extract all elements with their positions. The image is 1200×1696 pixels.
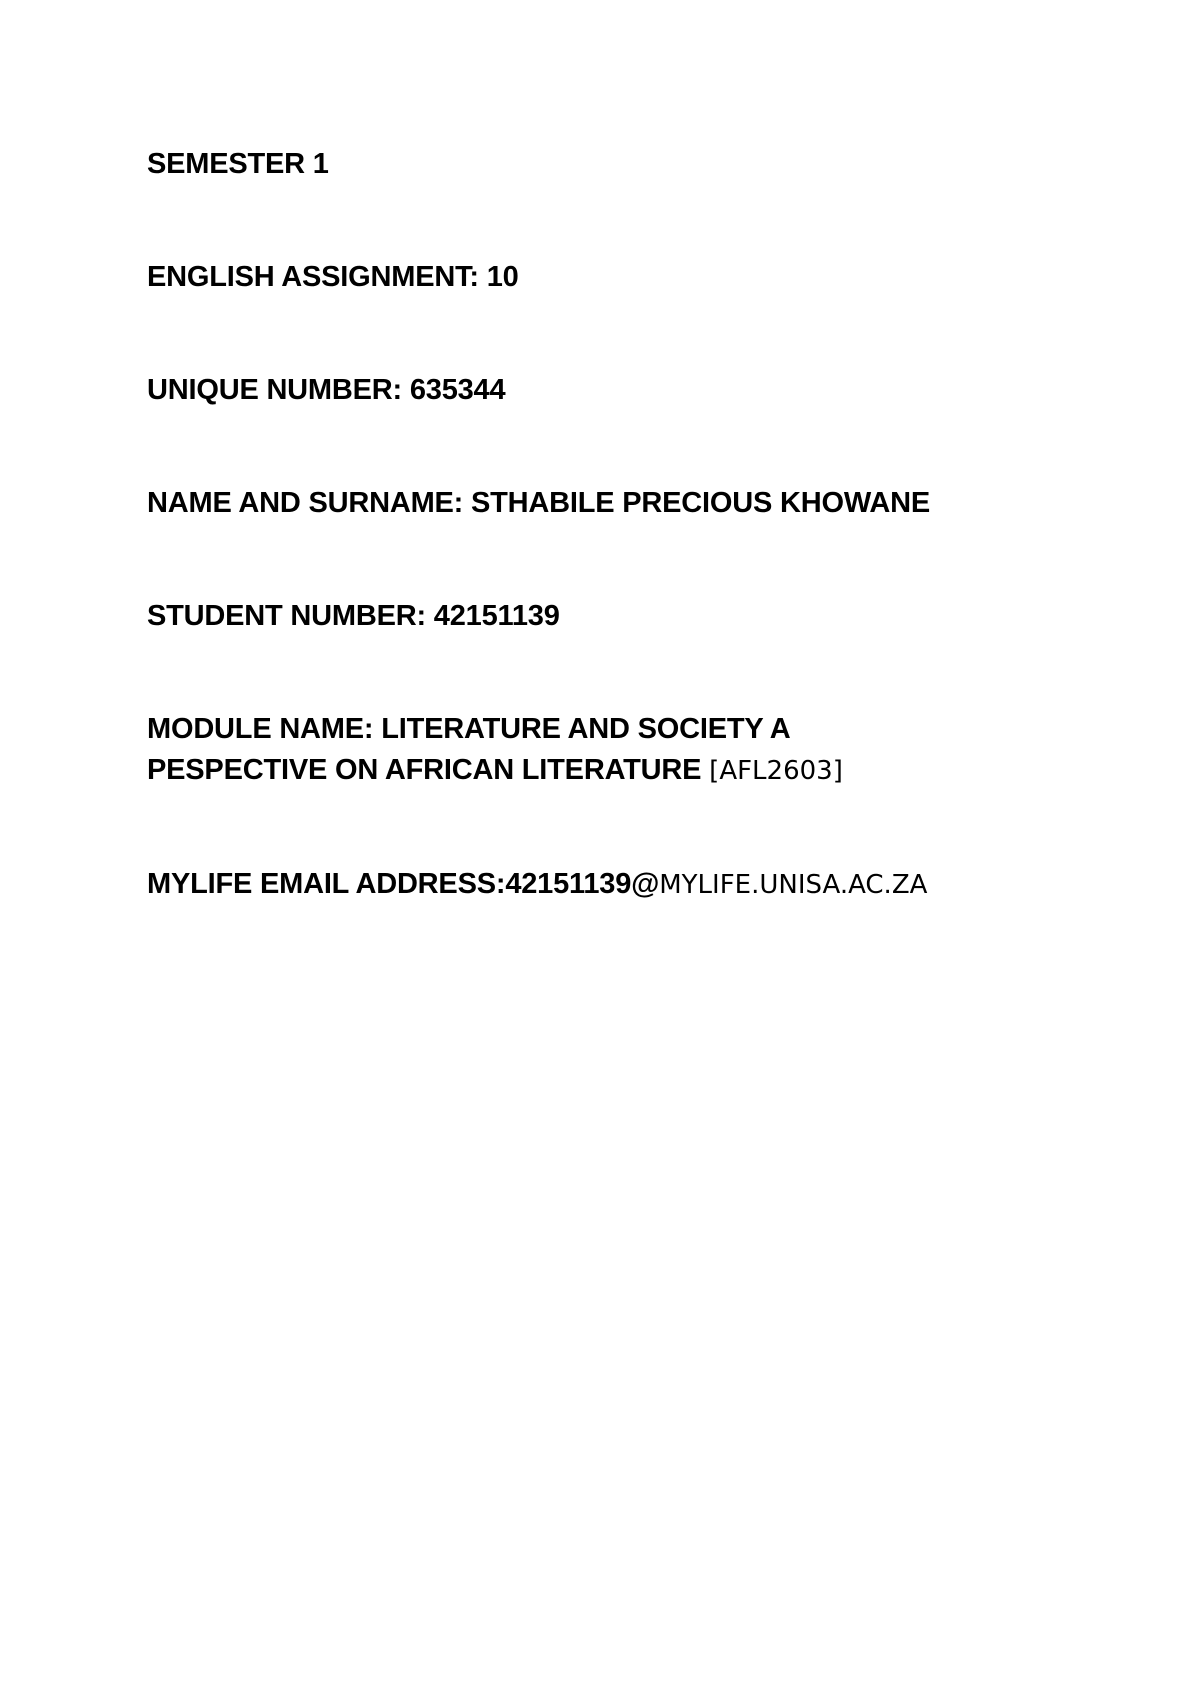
module-name-line1: LITERATURE AND SOCIETY A [381, 713, 791, 745]
student-number-value: 42151139 [433, 600, 560, 632]
assignment-line [147, 257, 519, 298]
module-code: [AFL2603] [709, 756, 843, 786]
module-name-block [147, 709, 843, 792]
email-label: MYLIFE EMAIL ADDRESS: [147, 868, 506, 900]
email-line [147, 864, 927, 906]
email-value-prefix: 42151139@ [505, 868, 660, 900]
unique-number-value: 635344 [409, 374, 506, 406]
student-number-label: STUDENT NUMBER: [147, 600, 426, 632]
unique-number-line [147, 370, 505, 411]
assignment-value: 10 [486, 261, 519, 293]
student-number-line [147, 596, 560, 637]
name-surname-line [147, 483, 930, 524]
module-name-label: MODULE NAME: [147, 713, 374, 745]
name-surname-label: NAME AND SURNAME: [147, 487, 464, 519]
semester-text: SEMESTER 1 [147, 148, 329, 180]
unique-number-label: UNIQUE NUMBER: [147, 374, 402, 406]
email-value-domain: MYLIFE.UNISA.AC.ZA [659, 870, 928, 900]
name-surname-value: STHABILE PRECIOUS KHOWANE [470, 487, 931, 519]
module-name-line2: PESPECTIVE ON AFRICAN LITERATURE [147, 754, 702, 786]
assignment-label: ENGLISH ASSIGNMENT: [147, 261, 479, 293]
semester-line [147, 144, 329, 185]
